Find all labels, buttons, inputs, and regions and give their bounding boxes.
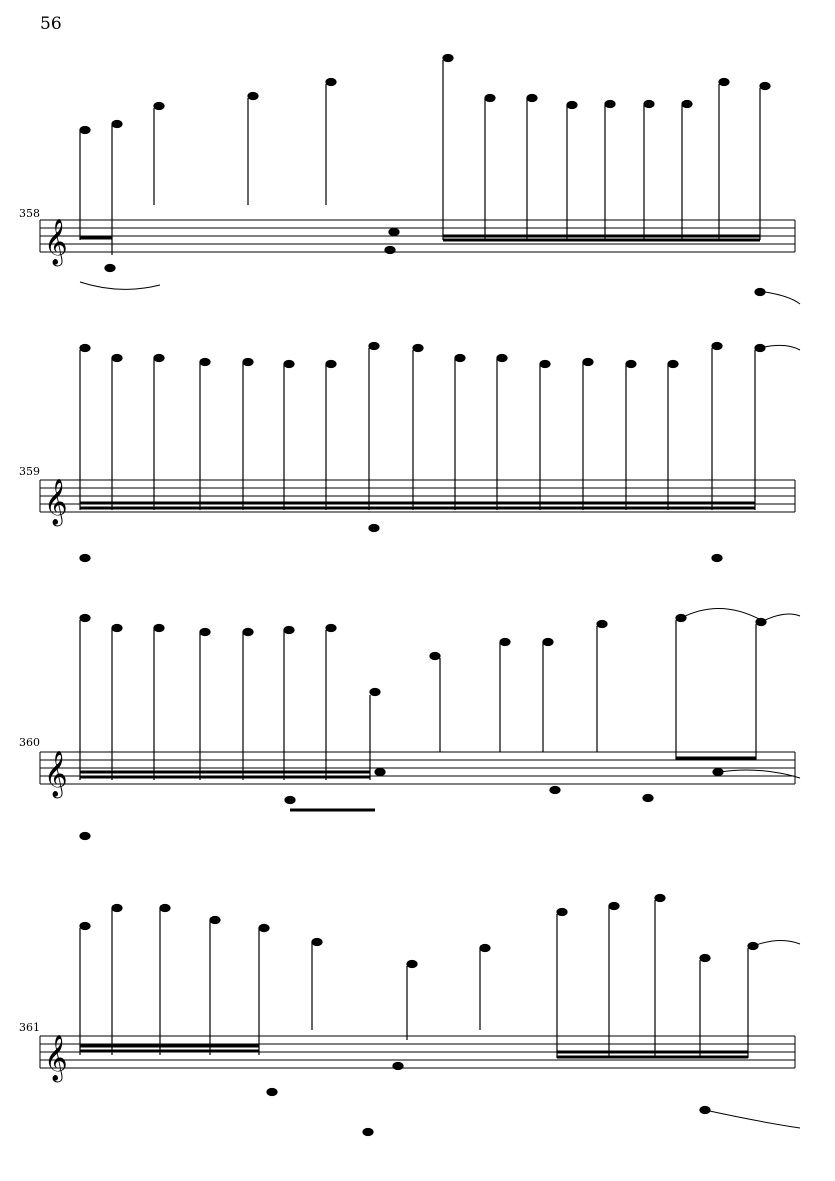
page-number: 56	[40, 14, 62, 34]
measure-number: 360	[19, 736, 40, 749]
staff-system-360	[0, 580, 835, 870]
staff-system-358	[0, 0, 835, 300]
staff-system-361	[0, 870, 835, 1181]
treble-clef-icon: 𝄞	[44, 1035, 68, 1081]
staff-system-359	[0, 300, 835, 580]
measure-number: 361	[19, 1021, 40, 1034]
staff-notation	[0, 870, 835, 1181]
treble-clef-icon: 𝄞	[44, 751, 68, 797]
measure-number: 358	[19, 207, 40, 220]
staff-notation	[0, 580, 835, 870]
staff-notation	[0, 300, 835, 580]
treble-clef-icon: 𝄞	[44, 219, 68, 265]
measure-number: 359	[19, 465, 40, 478]
staff-notation	[0, 0, 835, 320]
treble-clef-icon: 𝄞	[44, 479, 68, 525]
